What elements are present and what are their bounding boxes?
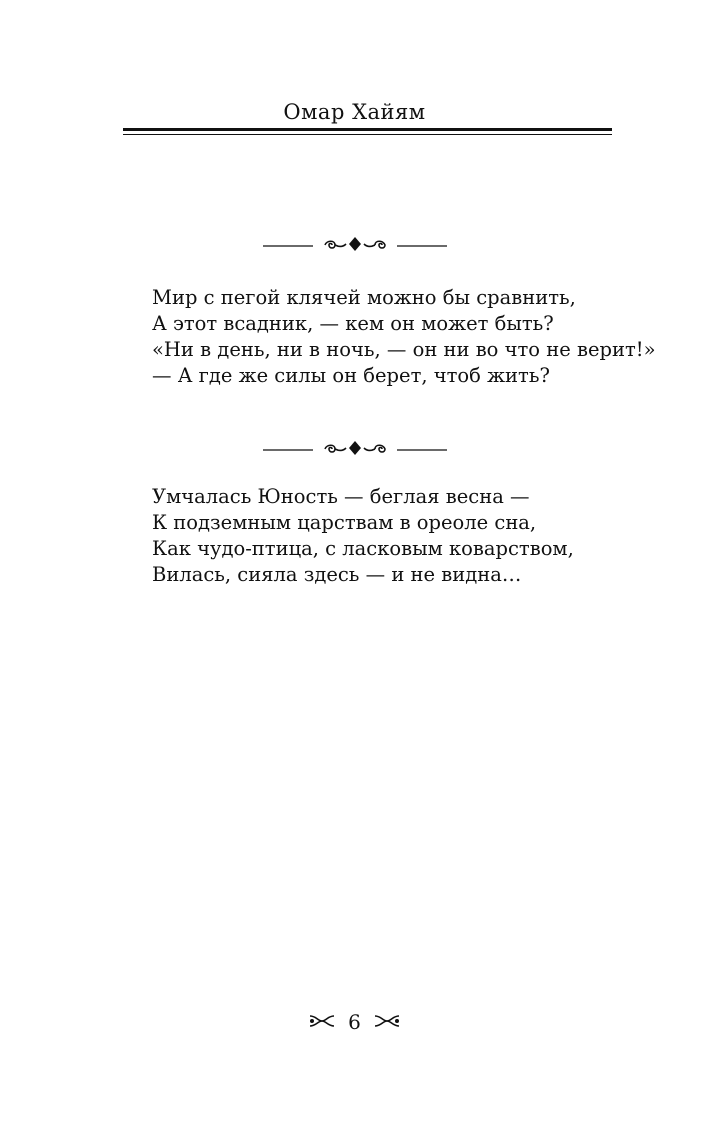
page-number: 6 <box>348 1009 361 1034</box>
fleuron-divider-icon <box>255 234 455 254</box>
verse-line: А этот всадник, — кем он может быть? <box>152 312 554 335</box>
header-rule-thick <box>123 128 612 131</box>
stanza-1 <box>152 285 656 389</box>
verse-line: Мир с пегой клячей можно бы сравнить, <box>152 286 576 309</box>
verse-line: — А где же силы он берет, чтоб жить? <box>152 364 550 387</box>
verse-line: Умчалась Юность — беглая весна — <box>152 485 530 508</box>
fleuron-divider-icon <box>255 438 455 458</box>
flourish-left-icon <box>308 1010 336 1034</box>
verse-line: Как чудо-птица, с ласковым коварством, <box>152 537 574 560</box>
stanza-divider-ornament <box>0 438 709 458</box>
verse-line: К подземным царствам в ореоле сна, <box>152 511 537 534</box>
page-folio <box>0 1008 709 1034</box>
header-rule-thin <box>123 134 612 135</box>
flourish-right-icon <box>373 1010 401 1034</box>
verse-line: «Ни в день, ни в ночь, — он ни во что не верит!» <box>152 338 656 361</box>
stanza-divider-ornament <box>0 234 709 254</box>
running-header: Омар Хайям <box>283 100 426 124</box>
verse-line: Вилась, сияла здесь — и не видна… <box>152 563 522 586</box>
stanza-2 <box>152 484 652 588</box>
